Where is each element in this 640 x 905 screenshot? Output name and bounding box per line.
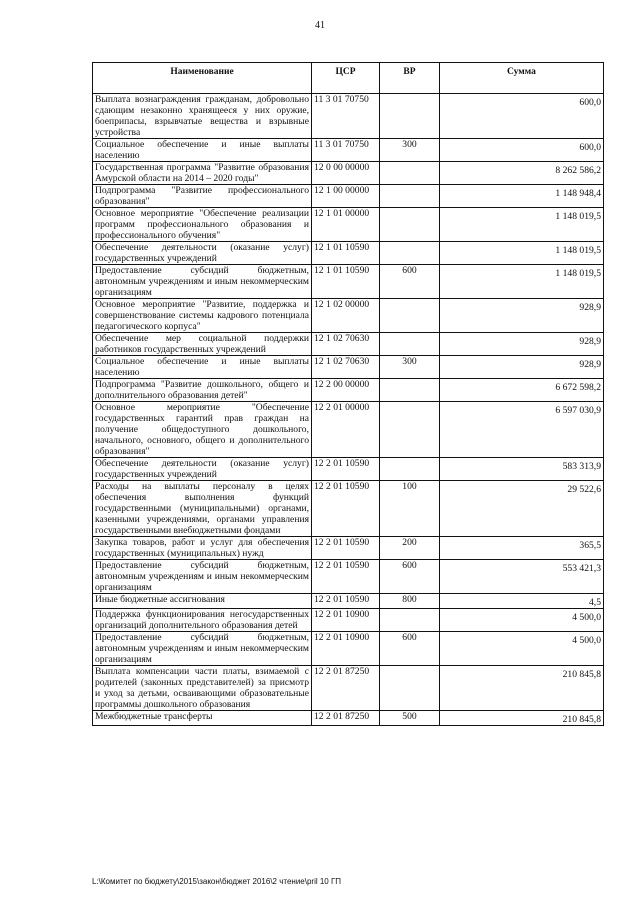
- row-sum: [440, 711, 604, 726]
- row-csr: 12 1 01 10590: [312, 242, 380, 265]
- row-sum: [440, 333, 604, 356]
- header-sum: Сумма: [440, 63, 604, 94]
- row-vr: [380, 242, 440, 265]
- row-csr: 12 2 01 00000: [312, 402, 380, 458]
- row-vr: [380, 402, 440, 458]
- row-sum-value: 928,9: [579, 302, 601, 313]
- table-row: [93, 242, 604, 265]
- row-name: Основное мероприятие "Обеспечение реализации программ профессионального образования и профессионального обучения": [93, 208, 312, 242]
- row-name: Государственная программа "Развитие образования Амурской области на 2014 – 2020 годы": [93, 162, 312, 185]
- row-sum-value: 600,0: [579, 142, 601, 153]
- row-sum-value: 210 845,8: [562, 669, 601, 680]
- row-name: Предоставление субсидий бюджетным, автономным учреждениям и иным некоммерческим организациям: [93, 632, 312, 666]
- table-row: [93, 402, 604, 458]
- row-name: Предоставление субсидий бюджетным, автономным учреждениям и иным некоммерческим организациям: [93, 560, 312, 594]
- row-csr: 11 3 01 70750: [312, 94, 380, 139]
- row-csr: 12 1 02 00000: [312, 299, 380, 333]
- row-vr: [380, 185, 440, 208]
- table-row: [93, 609, 604, 632]
- row-sum: [440, 356, 604, 379]
- row-name: Выплата компенсации части платы, взимаемой с родителей (законных представителей) за присмотр и уход за детьми, осваивающими образовательные программы дошкольного образования: [93, 666, 312, 711]
- row-vr: [380, 458, 440, 481]
- row-sum: [440, 162, 604, 185]
- table-row: [93, 594, 604, 609]
- table-row: [93, 162, 604, 185]
- table-row: [93, 299, 604, 333]
- row-name: Социальное обеспечение и иные выплаты населению: [93, 139, 312, 162]
- row-csr: 12 2 01 10590: [312, 537, 380, 560]
- row-vr: 800: [380, 594, 440, 609]
- row-csr: 12 2 01 10590: [312, 594, 380, 609]
- table-row: [93, 139, 604, 162]
- table-header-row: [93, 63, 604, 94]
- row-csr: 12 2 01 10900: [312, 632, 380, 666]
- table-row: [93, 711, 604, 726]
- row-vr: 300: [380, 139, 440, 162]
- row-csr: 12 2 01 10900: [312, 609, 380, 632]
- row-csr: 12 1 01 00000: [312, 208, 380, 242]
- table-row: [93, 481, 604, 537]
- row-name: Обеспечение деятельности (оказание услуг) государственных учреждений: [93, 242, 312, 265]
- row-sum: [440, 185, 604, 208]
- row-sum: [440, 458, 604, 481]
- table-row: [93, 537, 604, 560]
- row-name: Выплата вознаграждения гражданам, добровольно сдающим незаконно хранящееся у них оружие, боеприпасы, взрывчатые вещества и взрывные устройства: [93, 94, 312, 139]
- row-sum-value: 210 845,8: [562, 714, 601, 725]
- row-vr: [380, 299, 440, 333]
- table-row: [93, 185, 604, 208]
- row-csr: 12 2 00 00000: [312, 379, 380, 402]
- row-csr: 12 2 01 10590: [312, 481, 380, 537]
- row-name: Иные бюджетные ассигнования: [93, 594, 312, 609]
- table-row: [93, 94, 604, 139]
- row-sum-value: 1 148 019,5: [555, 211, 601, 222]
- row-sum: [440, 594, 604, 609]
- row-sum-value: 553 421,3: [562, 563, 601, 574]
- row-sum-value: 4 500,0: [572, 612, 601, 623]
- row-name: Предоставление субсидий бюджетным, автономным учреждениям и иным некоммерческим организациям: [93, 265, 312, 299]
- row-csr: 12 1 00 00000: [312, 185, 380, 208]
- row-csr: 12 1 01 10590: [312, 265, 380, 299]
- row-vr: [380, 162, 440, 185]
- row-csr: 12 1 02 70630: [312, 356, 380, 379]
- row-name: Межбюджетные трансферты: [93, 711, 312, 726]
- row-sum-value: 6 597 030,9: [555, 405, 601, 416]
- row-vr: 300: [380, 356, 440, 379]
- row-vr: [380, 333, 440, 356]
- row-sum-value: 1 148 019,5: [555, 268, 601, 279]
- row-vr: [380, 208, 440, 242]
- row-vr: [380, 666, 440, 711]
- row-csr: 12 0 00 00000: [312, 162, 380, 185]
- row-sum: [440, 94, 604, 139]
- row-vr: 600: [380, 560, 440, 594]
- row-sum-value: 4,5: [589, 597, 601, 608]
- table-row: [93, 666, 604, 711]
- header-name: Наименование: [93, 63, 312, 94]
- row-name: Подпрограмма "Развитие профессионального образования": [93, 185, 312, 208]
- row-name: Обеспечение деятельности (оказание услуг) государственных учреждений: [93, 458, 312, 481]
- row-vr: 500: [380, 711, 440, 726]
- row-sum-value: 29 522,6: [567, 484, 601, 495]
- row-name: Поддержка функционирования негосударственных организаций дополнительного образования детей: [93, 609, 312, 632]
- row-sum: [440, 537, 604, 560]
- budget-table: [92, 62, 604, 726]
- row-sum: [440, 242, 604, 265]
- header-vr: ВР: [380, 63, 440, 94]
- row-vr: 100: [380, 481, 440, 537]
- row-sum: [440, 402, 604, 458]
- row-sum: [440, 265, 604, 299]
- file-path-footer: L:\Комитет по бюджету\2015\закон\бюджет 2016\2 чтение\pril 10 ГП: [92, 877, 342, 886]
- row-sum-value: 1 148 948,4: [555, 188, 601, 199]
- row-csr: 12 2 01 10590: [312, 458, 380, 481]
- row-vr: 200: [380, 537, 440, 560]
- row-sum-value: 365,5: [579, 540, 601, 551]
- row-csr: 11 3 01 70750: [312, 139, 380, 162]
- table-row: [93, 560, 604, 594]
- row-sum-value: 8 262 586,2: [555, 165, 601, 176]
- row-csr: 12 2 01 87250: [312, 711, 380, 726]
- row-name: Основное мероприятие "Развитие, поддержка и совершенствование системы кадрового потенциала педагогического корпуса": [93, 299, 312, 333]
- row-vr: [380, 609, 440, 632]
- page-number: 41: [315, 20, 325, 31]
- header-csr: ЦСР: [312, 63, 380, 94]
- table-row: [93, 632, 604, 666]
- row-csr: 12 2 01 87250: [312, 666, 380, 711]
- row-vr: [380, 94, 440, 139]
- row-vr: 600: [380, 632, 440, 666]
- row-csr: 12 2 01 10590: [312, 560, 380, 594]
- row-name: Социальное обеспечение и иные выплаты населению: [93, 356, 312, 379]
- table-row: [93, 356, 604, 379]
- table-row: [93, 265, 604, 299]
- row-sum: [440, 299, 604, 333]
- row-sum-value: 583 313,9: [562, 461, 601, 472]
- row-sum-value: 1 148 019,5: [555, 245, 601, 256]
- row-sum: [440, 139, 604, 162]
- row-name: Подпрограмма "Развитие дошкольного, общего и дополнительного образования детей": [93, 379, 312, 402]
- row-sum: [440, 609, 604, 632]
- table-row: [93, 379, 604, 402]
- row-sum: [440, 632, 604, 666]
- row-name: Закупка товаров, работ и услуг для обеспечения государственных (муниципальных) нужд: [93, 537, 312, 560]
- row-vr: 600: [380, 265, 440, 299]
- row-sum: [440, 666, 604, 711]
- row-sum: [440, 379, 604, 402]
- table-row: [93, 208, 604, 242]
- row-name: Основное мероприятие "Обеспечение государственных гарантий прав граждан на получение общедоступного дошкольного, начального, основного, общего и дополнительного образования": [93, 402, 312, 458]
- table-row: [93, 458, 604, 481]
- row-sum-value: 600,0: [579, 97, 601, 108]
- row-sum: [440, 208, 604, 242]
- row-sum-value: 928,9: [579, 359, 601, 370]
- row-name: Расходы на выплаты персоналу в целях обеспечения выполнения функций государственными (муниципальными) органами, казенными учреждениями, органами управления государственными внебюджетными фондами: [93, 481, 312, 537]
- row-sum-value: 4 500,0: [572, 635, 601, 646]
- row-name: Обеспечение мер социальной поддержки работников государственных учреждений: [93, 333, 312, 356]
- row-vr: [380, 379, 440, 402]
- row-csr: 12 1 02 70630: [312, 333, 380, 356]
- row-sum: [440, 560, 604, 594]
- row-sum: [440, 481, 604, 537]
- row-sum-value: 6 672 598,2: [555, 382, 601, 393]
- table-row: [93, 333, 604, 356]
- row-sum-value: 928,9: [579, 336, 601, 347]
